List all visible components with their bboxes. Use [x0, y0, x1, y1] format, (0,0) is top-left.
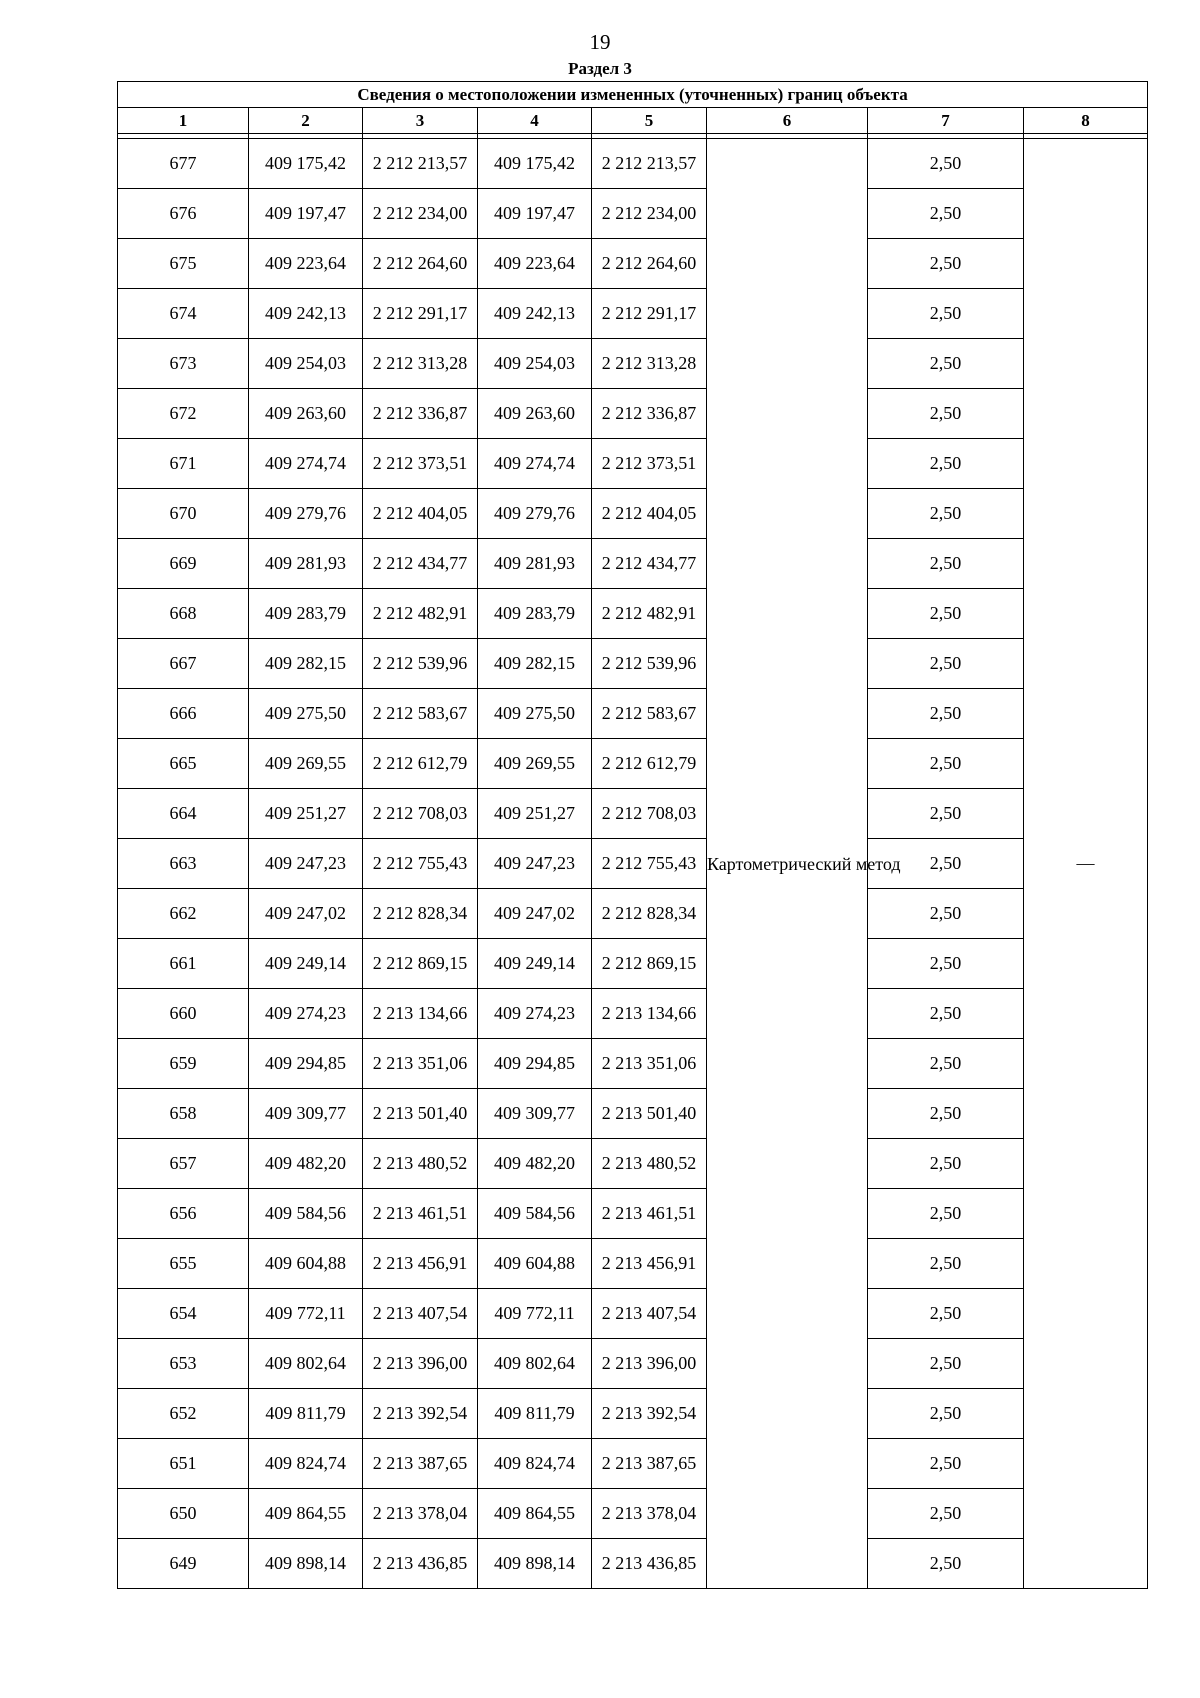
y-old-cell: 2 212 404,05 — [363, 489, 478, 539]
table-row — [118, 1539, 1148, 1589]
point-number-cell: 652 — [118, 1389, 249, 1439]
x-old-cell: 409 772,11 — [249, 1289, 363, 1339]
x-new-cell: 409 309,77 — [478, 1089, 592, 1139]
x-old-cell: 409 824,74 — [249, 1439, 363, 1489]
y-old-cell: 2 213 480,52 — [363, 1139, 478, 1189]
accuracy-cell: 2,50 — [868, 539, 1024, 589]
y-old-cell: 2 212 264,60 — [363, 239, 478, 289]
table-row — [118, 1039, 1148, 1089]
section-title: Раздел 3 — [568, 59, 632, 78]
y-new-cell: 2 212 482,91 — [592, 589, 707, 639]
x-new-cell: 409 864,55 — [478, 1489, 592, 1539]
x-new-cell: 409 482,20 — [478, 1139, 592, 1189]
y-new-cell: 2 212 291,17 — [592, 289, 707, 339]
x-new-cell: 409 283,79 — [478, 589, 592, 639]
column-header-6: 6 — [707, 108, 868, 134]
x-old-cell: 409 282,15 — [249, 639, 363, 689]
x-old-cell: 409 242,13 — [249, 289, 363, 339]
point-number-cell: 655 — [118, 1239, 249, 1289]
y-new-cell: 2 213 378,04 — [592, 1489, 707, 1539]
y-new-cell: 2 212 234,00 — [592, 189, 707, 239]
table-row — [118, 1189, 1148, 1239]
y-new-cell: 2 213 392,54 — [592, 1389, 707, 1439]
y-old-cell: 2 213 134,66 — [363, 989, 478, 1039]
accuracy-cell: 2,50 — [868, 789, 1024, 839]
point-number-cell: 673 — [118, 339, 249, 389]
y-old-cell: 2 213 501,40 — [363, 1089, 478, 1139]
x-new-cell: 409 249,14 — [478, 939, 592, 989]
point-number-cell: 650 — [118, 1489, 249, 1539]
x-old-cell: 409 864,55 — [249, 1489, 363, 1539]
y-new-cell: 2 213 501,40 — [592, 1089, 707, 1139]
y-new-cell: 2 213 351,06 — [592, 1039, 707, 1089]
point-number-cell: 651 — [118, 1439, 249, 1489]
x-old-cell: 409 482,20 — [249, 1139, 363, 1189]
y-old-cell: 2 213 396,00 — [363, 1339, 478, 1389]
y-new-cell: 2 212 213,57 — [592, 139, 707, 189]
x-new-cell: 409 251,27 — [478, 789, 592, 839]
y-old-cell: 2 212 612,79 — [363, 739, 478, 789]
x-old-cell: 409 247,23 — [249, 839, 363, 889]
table-body — [118, 134, 1148, 1589]
y-new-cell: 2 213 134,66 — [592, 989, 707, 1039]
table-row — [118, 1139, 1148, 1189]
x-new-cell: 409 242,13 — [478, 289, 592, 339]
point-number-cell: 675 — [118, 239, 249, 289]
x-new-cell: 409 254,03 — [478, 339, 592, 389]
table-row — [118, 589, 1148, 639]
x-new-cell: 409 772,11 — [478, 1289, 592, 1339]
accuracy-cell: 2,50 — [868, 1439, 1024, 1489]
x-old-cell: 409 247,02 — [249, 889, 363, 939]
table-row — [118, 1089, 1148, 1139]
table-row — [118, 689, 1148, 739]
point-number-cell: 677 — [118, 139, 249, 189]
point-number-cell: 666 — [118, 689, 249, 739]
x-old-cell: 409 811,79 — [249, 1389, 363, 1439]
y-old-cell: 2 212 434,77 — [363, 539, 478, 589]
x-old-cell: 409 263,60 — [249, 389, 363, 439]
point-number-cell: 653 — [118, 1339, 249, 1389]
y-old-cell: 2 212 291,17 — [363, 289, 478, 339]
y-old-cell: 2 212 234,00 — [363, 189, 478, 239]
accuracy-cell: 2,50 — [868, 339, 1024, 389]
x-old-cell: 409 254,03 — [249, 339, 363, 389]
y-new-cell: 2 212 583,67 — [592, 689, 707, 739]
table-row — [118, 739, 1148, 789]
table-row — [118, 189, 1148, 239]
x-new-cell: 409 282,15 — [478, 639, 592, 689]
accuracy-cell: 2,50 — [868, 889, 1024, 939]
x-old-cell: 409 251,27 — [249, 789, 363, 839]
y-new-cell: 2 213 396,00 — [592, 1339, 707, 1389]
accuracy-cell: 2,50 — [868, 1389, 1024, 1439]
column-header-4: 4 — [478, 108, 592, 134]
note-cell: — — [1024, 139, 1148, 1589]
accuracy-cell: 2,50 — [868, 939, 1024, 989]
accuracy-cell: 2,50 — [868, 1039, 1024, 1089]
x-new-cell: 409 223,64 — [478, 239, 592, 289]
column-header-1: 1 — [118, 108, 249, 134]
column-header-3: 3 — [363, 108, 478, 134]
point-number-cell: 665 — [118, 739, 249, 789]
x-old-cell: 409 283,79 — [249, 589, 363, 639]
y-old-cell: 2 212 583,67 — [363, 689, 478, 739]
x-old-cell: 409 269,55 — [249, 739, 363, 789]
x-new-cell: 409 197,47 — [478, 189, 592, 239]
table-row — [118, 939, 1148, 989]
x-old-cell: 409 309,77 — [249, 1089, 363, 1139]
column-header-2: 2 — [249, 108, 363, 134]
table-caption: Сведения о местоположении измененных (уточненных) границ объекта — [118, 82, 1148, 108]
y-new-cell: 2 212 539,96 — [592, 639, 707, 689]
x-new-cell: 409 263,60 — [478, 389, 592, 439]
y-old-cell: 2 213 387,65 — [363, 1439, 478, 1489]
x-new-cell: 409 175,42 — [478, 139, 592, 189]
point-number-cell: 668 — [118, 589, 249, 639]
y-old-cell: 2 213 351,06 — [363, 1039, 478, 1089]
x-new-cell: 409 279,76 — [478, 489, 592, 539]
page-number: 19 — [589, 30, 611, 54]
x-new-cell: 409 811,79 — [478, 1389, 592, 1439]
y-old-cell: 2 212 373,51 — [363, 439, 478, 489]
y-new-cell: 2 213 461,51 — [592, 1189, 707, 1239]
accuracy-cell: 2,50 — [868, 839, 1024, 889]
y-old-cell: 2 213 456,91 — [363, 1239, 478, 1289]
table-row — [118, 239, 1148, 289]
x-new-cell: 409 604,88 — [478, 1239, 592, 1289]
y-new-cell: 2 212 264,60 — [592, 239, 707, 289]
point-number-cell: 662 — [118, 889, 249, 939]
y-old-cell: 2 212 313,28 — [363, 339, 478, 389]
table-row — [118, 1339, 1148, 1389]
boundary-coordinates-table — [117, 81, 1148, 1589]
y-old-cell: 2 213 378,04 — [363, 1489, 478, 1539]
column-number-row — [118, 108, 1148, 134]
y-new-cell: 2 212 869,15 — [592, 939, 707, 989]
accuracy-cell: 2,50 — [868, 1239, 1024, 1289]
table-row — [118, 789, 1148, 839]
y-old-cell: 2 212 539,96 — [363, 639, 478, 689]
point-number-cell: 649 — [118, 1539, 249, 1589]
table-row — [118, 1389, 1148, 1439]
x-old-cell: 409 249,14 — [249, 939, 363, 989]
x-old-cell: 409 281,93 — [249, 539, 363, 589]
y-old-cell: 2 213 436,85 — [363, 1539, 478, 1589]
x-new-cell: 409 281,93 — [478, 539, 592, 589]
x-old-cell: 409 223,64 — [249, 239, 363, 289]
y-new-cell: 2 212 336,87 — [592, 389, 707, 439]
y-new-cell: 2 212 755,43 — [592, 839, 707, 889]
x-old-cell: 409 898,14 — [249, 1539, 363, 1589]
y-new-cell: 2 212 434,77 — [592, 539, 707, 589]
y-old-cell: 2 212 482,91 — [363, 589, 478, 639]
accuracy-cell: 2,50 — [868, 439, 1024, 489]
accuracy-cell: 2,50 — [868, 389, 1024, 439]
table-row — [118, 139, 1148, 189]
y-new-cell: 2 213 436,85 — [592, 1539, 707, 1589]
y-new-cell: 2 212 373,51 — [592, 439, 707, 489]
point-number-cell: 658 — [118, 1089, 249, 1139]
y-old-cell: 2 212 755,43 — [363, 839, 478, 889]
accuracy-cell: 2,50 — [868, 1089, 1024, 1139]
x-new-cell: 409 247,02 — [478, 889, 592, 939]
table-row — [118, 1489, 1148, 1539]
accuracy-cell: 2,50 — [868, 1339, 1024, 1389]
x-old-cell: 409 274,74 — [249, 439, 363, 489]
point-number-cell: 659 — [118, 1039, 249, 1089]
table-row — [118, 989, 1148, 1039]
x-old-cell: 409 279,76 — [249, 489, 363, 539]
point-number-cell: 667 — [118, 639, 249, 689]
y-old-cell: 2 213 392,54 — [363, 1389, 478, 1439]
table-row — [118, 339, 1148, 389]
y-new-cell: 2 213 480,52 — [592, 1139, 707, 1189]
x-old-cell: 409 197,47 — [249, 189, 363, 239]
x-new-cell: 409 274,74 — [478, 439, 592, 489]
point-number-cell: 663 — [118, 839, 249, 889]
table-row — [118, 1289, 1148, 1339]
table-row — [118, 889, 1148, 939]
accuracy-cell: 2,50 — [868, 739, 1024, 789]
x-new-cell: 409 274,23 — [478, 989, 592, 1039]
y-old-cell: 2 212 708,03 — [363, 789, 478, 839]
y-old-cell: 2 213 461,51 — [363, 1189, 478, 1239]
point-number-cell: 664 — [118, 789, 249, 839]
point-number-cell: 657 — [118, 1139, 249, 1189]
column-header-5: 5 — [592, 108, 707, 134]
accuracy-cell: 2,50 — [868, 1139, 1024, 1189]
x-old-cell: 409 274,23 — [249, 989, 363, 1039]
accuracy-cell: 2,50 — [868, 1489, 1024, 1539]
table-row — [118, 289, 1148, 339]
x-old-cell: 409 584,56 — [249, 1189, 363, 1239]
accuracy-cell: 2,50 — [868, 589, 1024, 639]
accuracy-cell: 2,50 — [868, 239, 1024, 289]
point-number-cell: 672 — [118, 389, 249, 439]
point-number-cell: 654 — [118, 1289, 249, 1339]
table-row — [118, 639, 1148, 689]
accuracy-cell: 2,50 — [868, 139, 1024, 189]
y-new-cell: 2 212 404,05 — [592, 489, 707, 539]
x-new-cell: 409 898,14 — [478, 1539, 592, 1589]
accuracy-cell: 2,50 — [868, 989, 1024, 1039]
y-new-cell: 2 212 828,34 — [592, 889, 707, 939]
x-new-cell: 409 802,64 — [478, 1339, 592, 1389]
accuracy-cell: 2,50 — [868, 1289, 1024, 1339]
point-number-cell: 674 — [118, 289, 249, 339]
y-old-cell: 2 213 407,54 — [363, 1289, 478, 1339]
y-new-cell: 2 212 313,28 — [592, 339, 707, 389]
x-old-cell: 409 175,42 — [249, 139, 363, 189]
accuracy-cell: 2,50 — [868, 1539, 1024, 1589]
table-row — [118, 539, 1148, 589]
x-new-cell: 409 269,55 — [478, 739, 592, 789]
y-new-cell: 2 212 708,03 — [592, 789, 707, 839]
x-new-cell: 409 294,85 — [478, 1039, 592, 1089]
method-cell: Картометрический метод — [707, 139, 868, 1589]
point-number-cell: 670 — [118, 489, 249, 539]
y-new-cell: 2 213 387,65 — [592, 1439, 707, 1489]
x-new-cell: 409 247,23 — [478, 839, 592, 889]
x-new-cell: 409 584,56 — [478, 1189, 592, 1239]
table-row — [118, 1439, 1148, 1489]
y-new-cell: 2 213 456,91 — [592, 1239, 707, 1289]
table-row — [118, 389, 1148, 439]
point-number-cell: 661 — [118, 939, 249, 989]
point-number-cell: 660 — [118, 989, 249, 1039]
x-old-cell: 409 294,85 — [249, 1039, 363, 1089]
accuracy-cell: 2,50 — [868, 689, 1024, 739]
y-old-cell: 2 212 213,57 — [363, 139, 478, 189]
y-new-cell: 2 212 612,79 — [592, 739, 707, 789]
column-header-7: 7 — [868, 108, 1024, 134]
table-row — [118, 839, 1148, 889]
x-old-cell: 409 604,88 — [249, 1239, 363, 1289]
point-number-cell: 656 — [118, 1189, 249, 1239]
point-number-cell: 669 — [118, 539, 249, 589]
y-old-cell: 2 212 828,34 — [363, 889, 478, 939]
y-old-cell: 2 212 869,15 — [363, 939, 478, 989]
table-row — [118, 1239, 1148, 1289]
x-old-cell: 409 802,64 — [249, 1339, 363, 1389]
y-new-cell: 2 213 407,54 — [592, 1289, 707, 1339]
column-header-8: 8 — [1024, 108, 1148, 134]
table-row — [118, 489, 1148, 539]
accuracy-cell: 2,50 — [868, 289, 1024, 339]
x-new-cell: 409 824,74 — [478, 1439, 592, 1489]
accuracy-cell: 2,50 — [868, 489, 1024, 539]
point-number-cell: 676 — [118, 189, 249, 239]
accuracy-cell: 2,50 — [868, 1189, 1024, 1239]
table-row — [118, 439, 1148, 489]
y-old-cell: 2 212 336,87 — [363, 389, 478, 439]
accuracy-cell: 2,50 — [868, 189, 1024, 239]
accuracy-cell: 2,50 — [868, 639, 1024, 689]
x-old-cell: 409 275,50 — [249, 689, 363, 739]
x-new-cell: 409 275,50 — [478, 689, 592, 739]
point-number-cell: 671 — [118, 439, 249, 489]
